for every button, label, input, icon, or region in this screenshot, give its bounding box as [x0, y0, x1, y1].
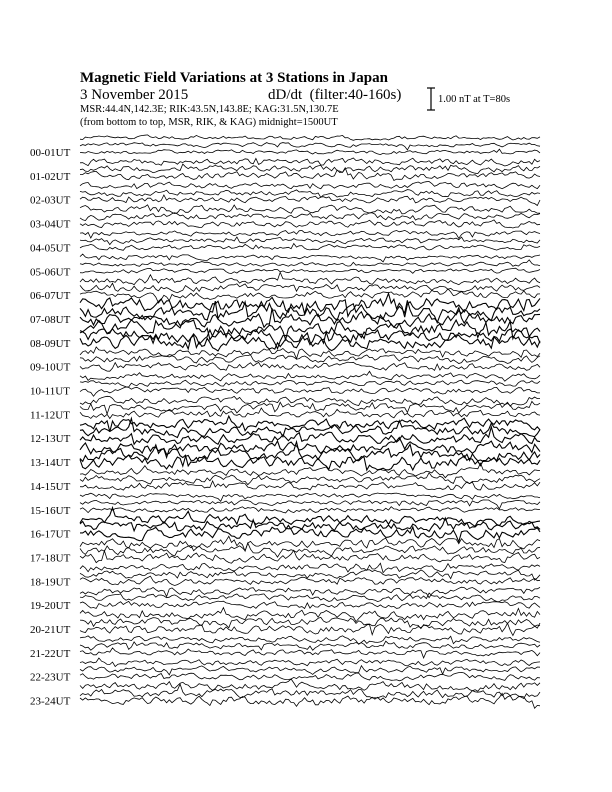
trace-04-05ut-msr: [80, 244, 540, 251]
trace-18-19ut-kag: [80, 563, 540, 572]
trace-15-16ut-kag: [80, 493, 540, 501]
trace-17-18ut-kag: [80, 536, 540, 551]
hour-label-22-23ut: 22-23UT: [30, 671, 71, 684]
hour-label-15-16ut: 15-16UT: [30, 504, 71, 517]
trace-06-07ut-msr: [80, 289, 540, 303]
trace-18-19ut-rik: [80, 570, 540, 580]
trace-08-09ut-rik: [80, 329, 540, 349]
hour-rows: [30, 135, 540, 708]
hour-label-13-14ut: 13-14UT: [30, 457, 71, 470]
trace-11-12ut-kag: [80, 396, 540, 407]
hour-label-16-17ut: 16-17UT: [30, 528, 71, 541]
hour-label-18-19ut: 18-19UT: [30, 576, 71, 589]
trace-22-23ut-kag: [80, 658, 540, 667]
chart-title: Magnetic Field Variations at 3 Stations in Japan: [80, 70, 388, 86]
trace-14-15ut-rik: [80, 473, 540, 485]
scale-bar: [427, 88, 435, 110]
trace-04-05ut-kag: [80, 230, 540, 238]
station-coordinates: MSR:44.4N,142.3E; RIK:43.5N,143.8E; KAG:31.5N,130.7E: [80, 104, 339, 115]
hour-label-04-05ut: 04-05UT: [30, 242, 71, 255]
hour-label-17-18ut: 17-18UT: [30, 552, 71, 565]
trace-23-24ut-kag: [80, 679, 540, 691]
hour-label-01-02ut: 01-02UT: [30, 170, 71, 183]
trace-00-01ut-rik: [80, 143, 540, 150]
trace-00-01ut-kag: [80, 135, 540, 140]
hour-label-09-10ut: 09-10UT: [30, 361, 71, 374]
trace-05-06ut-msr: [80, 268, 540, 273]
hour-label-05-06ut: 05-06UT: [30, 266, 71, 279]
trace-10-11ut-rik: [80, 380, 540, 387]
trace-21-22ut-rik: [80, 641, 540, 650]
trace-18-19ut-msr: [80, 576, 540, 585]
trace-12-13ut-msr: [80, 427, 540, 444]
trace-05-06ut-rik: [80, 260, 540, 266]
scale-label: 1.00 nT at T=80s: [438, 94, 511, 105]
trace-22-23ut-msr: [80, 672, 540, 680]
trace-23-24ut-msr: [80, 693, 540, 708]
trace-01-02ut-msr: [80, 168, 540, 181]
trace-15-16ut-rik: [80, 500, 540, 509]
trace-02-03ut-rik: [80, 190, 540, 198]
trace-07-08ut-msr: [80, 308, 540, 329]
hour-label-08-09ut: 08-09UT: [30, 337, 71, 350]
trace-20-21ut-msr: [80, 623, 540, 635]
trace-03-04ut-msr: [80, 220, 540, 228]
trace-12-13ut-rik: [80, 418, 540, 437]
hour-label-06-07ut: 06-07UT: [30, 290, 71, 303]
hour-label-02-03ut: 02-03UT: [30, 194, 71, 207]
station-order-note: (from bottom to top, MSR, RIK, & KAG) midnight=1500UT: [80, 117, 338, 128]
trace-01-02ut-rik: [80, 164, 540, 174]
trace-00-01ut-msr: [80, 149, 540, 154]
trace-19-20ut-msr: [80, 601, 540, 608]
quantity-label: dD/dt: [268, 87, 303, 103]
hour-label-07-08ut: 07-08UT: [30, 313, 71, 326]
hour-label-23-24ut: 23-24UT: [30, 695, 71, 708]
hour-label-20-21ut: 20-21UT: [30, 624, 71, 636]
trace-03-04ut-kag: [80, 205, 540, 214]
trace-20-21ut-rik: [80, 617, 540, 628]
hour-label-19-20ut: 19-20UT: [30, 600, 71, 613]
trace-21-22ut-msr: [80, 648, 540, 658]
trace-15-16ut-msr: [80, 507, 540, 513]
trace-09-10ut-msr: [80, 362, 540, 371]
trace-21-22ut-kag: [80, 636, 540, 645]
trace-22-23ut-rik: [80, 666, 540, 675]
trace-19-20ut-kag: [80, 587, 540, 597]
hour-label-03-04ut: 03-04UT: [30, 218, 71, 231]
trace-04-05ut-rik: [80, 237, 540, 245]
chart-date: 3 November 2015: [80, 87, 189, 103]
trace-06-07ut-kag: [80, 272, 540, 284]
trace-11-12ut-msr: [80, 408, 540, 419]
trace-02-03ut-msr: [80, 195, 540, 206]
trace-10-11ut-kag: [80, 371, 540, 381]
hour-label-10-11ut: 10-11UT: [30, 385, 70, 398]
filter-label: (filter:40-160s): [309, 87, 402, 103]
trace-05-06ut-kag: [80, 254, 540, 262]
hour-label-11-12ut: 11-12UT: [30, 409, 70, 422]
hour-label-21-22ut: 21-22UT: [30, 647, 71, 660]
trace-10-11ut-msr: [80, 387, 540, 396]
trace-02-03ut-kag: [80, 182, 540, 189]
trace-01-02ut-kag: [80, 158, 540, 166]
trace-03-04ut-rik: [80, 213, 540, 221]
hour-label-12-13ut: 12-13UT: [30, 433, 71, 446]
hour-label-14-15ut: 14-15UT: [30, 480, 71, 493]
trace-19-20ut-rik: [80, 593, 540, 602]
hour-label-00-01ut: 00-01UT: [30, 147, 71, 159]
trace-06-07ut-rik: [80, 283, 540, 293]
